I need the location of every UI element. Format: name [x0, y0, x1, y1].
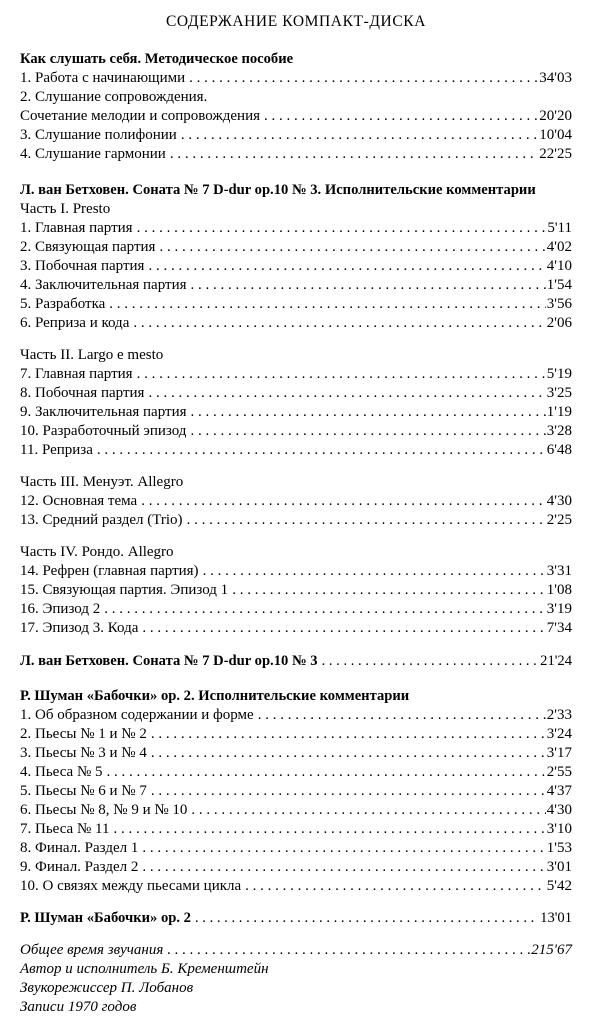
toc-line: 13. Средний раздел (Trio) . . . 2'25: [20, 511, 572, 530]
toc-line: 6. Пьесы № 8, № 9 и № 10 . . . 4'30: [20, 801, 572, 820]
toc-line: 17. Эпизод 3. Кода . . . 7'34: [20, 619, 572, 638]
toc-line: 5. Пьесы № 6 и № 7 . . . 4'37: [20, 782, 572, 801]
recording-note: Записи 1970 годов: [20, 999, 137, 1015]
toc-line: 3. Побочная партия . . . 4'10: [20, 257, 572, 276]
toc-line: 1. Об образном содержании и форме . . . 2'33: [20, 706, 572, 725]
toc-line: 10. Разработочный эпизод . . . 3'28: [20, 422, 572, 441]
engineer-credit: Звукорежиссер П. Лобанов: [20, 980, 194, 996]
toc-line: 1. Главная партия . . . 5'11: [20, 219, 572, 238]
toc-line: 15. Связующая партия. Эпизод 1 . . . 1'08: [20, 581, 572, 600]
toc-line: 4. Слушание гармонии . . . 22'25: [20, 145, 572, 164]
toc-line: 7. Пьеса № 11 . . . 3'10: [20, 820, 572, 839]
toc-line: 2. Связующая партия . . . 4'02: [20, 238, 572, 257]
toc-line: 8. Побочная партия . . . 3'25: [20, 384, 572, 403]
author-credit: Автор и исполнитель Б. Кременштейн: [20, 961, 269, 977]
cd-contents-page: [20, 0, 572, 1017]
toc-line: 4. Заключительная партия . . . 1'54: [20, 276, 572, 295]
toc-line: 2. Слушание сопровождения.: [20, 89, 208, 105]
toc-line: 7. Главная партия . . . 5'19: [20, 365, 572, 384]
toc-line: 3. Пьесы № 3 и № 4 . . . 3'17: [20, 744, 572, 763]
toc-line: 12. Основная тема . . . 4'30: [20, 492, 572, 511]
part-label: Часть IV. Рондо. Allegro: [20, 544, 174, 560]
toc-line: Сочетание мелодии и сопровождения . . . 20'20: [20, 107, 572, 126]
toc-line: 14. Рефрен (главная партия) . . . 3'31: [20, 562, 572, 581]
toc-line: 4. Пьеса № 5 . . . 2'55: [20, 763, 572, 782]
toc-line: 5. Разработка . . . 3'56: [20, 295, 572, 314]
toc-line: 2. Пьесы № 1 и № 2 . . . 3'24: [20, 725, 572, 744]
page-title: СОДЕРЖАНИЕ КОМПАКТ-ДИСКА: [165, 13, 426, 30]
toc-line: 1. Работа с начинающими . . . 34'03: [20, 69, 572, 88]
total-duration: Общее время звучания . . . 215'67: [20, 941, 572, 960]
section-header-schumann-commentary: Р. Шуман «Бабочки» op. 2. Исполнительские комментарии: [20, 688, 410, 704]
part-label: Часть III. Менуэт. Allegro: [20, 474, 184, 490]
part-label: Часть I. Presto: [20, 201, 111, 217]
toc-line: 9. Заключительная партия . . . 1'19: [20, 403, 572, 422]
part-label: Часть II. Largo e mesto: [20, 347, 164, 363]
toc-line: 9. Финал. Раздел 2 . . . 3'01: [20, 858, 572, 877]
toc-line: 16. Эпизод 2 . . . 3'19: [20, 600, 572, 619]
section-header-beethoven-commentary: Л. ван Бетховен. Соната № 7 D-dur op.10 № 3. Исполнительские комментарии: [20, 182, 536, 198]
section-header-schumann-papillons: Р. Шуман «Бабочки» op. 2 . . . 13'01: [20, 909, 572, 928]
toc-line: 3. Слушание полифонии . . . 10'04: [20, 126, 572, 145]
section-header-beethoven-sonata: Л. ван Бетховен. Соната № 7 D-dur op.10 № 3 . . . 21'24: [20, 652, 572, 671]
toc-line: 8. Финал. Раздел 1 . . . 1'53: [20, 839, 572, 858]
section-header-methodology: Как слушать себя. Методическое пособие: [20, 51, 294, 67]
toc-line: 10. О связях между пьесами цикла . . . 5'42: [20, 877, 572, 896]
toc-line: 6. Реприза и кода . . . 2'06: [20, 314, 572, 333]
toc-line: 11. Реприза . . . 6'48: [20, 441, 572, 460]
